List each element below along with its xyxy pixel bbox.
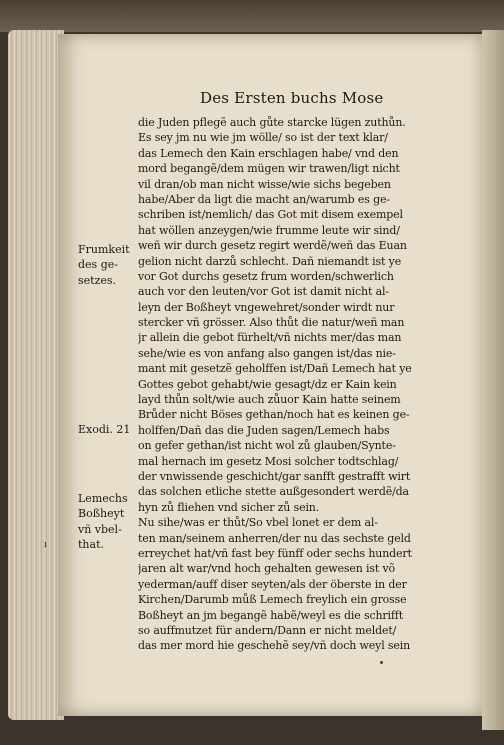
text-line: erreychet hat/vñ fast bey fünff oder sechs hundert	[138, 546, 412, 560]
text-line: sehe/wie es von anfang also gangen ist/das nie-	[138, 346, 396, 360]
text-line: hat wöllen anzeygen/wie frumme leute wir sind/	[138, 223, 400, 237]
paper-speck	[380, 661, 383, 664]
text-line: habe/Aber da ligt die macht an/warumb es ge-	[138, 192, 390, 206]
page-heading: Des Ersten buchs Mose	[200, 89, 384, 107]
margin-note-line: Boßheyt	[78, 507, 125, 521]
text-line: jr allein die gebot fürhelt/vñ nichts mer/das man	[138, 331, 402, 345]
margin-note-line: that.	[78, 538, 104, 552]
text-line: stercker vñ grösser. Also thůt die natur/weñ man	[138, 316, 405, 330]
text-line: das mer mord hie geschehẽ sey/vñ doch weyl sein	[138, 639, 411, 653]
text-line: mal hernach im gesetz Mosi solcher todtschlag/	[138, 454, 399, 468]
margin-note-line: Lemechs	[78, 492, 128, 505]
margin-note-frumkeit	[78, 242, 136, 288]
margin-note-exodi	[78, 422, 136, 437]
text-line: mant mit gesetzẽ geholffen ist/Dañ Lemech hat ye	[138, 362, 412, 376]
text-line: jaren alt war/vnd hoch gehalten gewesen ist võ	[138, 562, 395, 576]
text-line: das solchen etliche stette außgesondert werdẽ/da	[138, 485, 409, 499]
text-line: leyn der Boßheyt vngewehret/sonder wirdt nur	[138, 300, 395, 314]
margin-note-line: des ge-	[78, 258, 118, 272]
gutter-mark: ı	[44, 540, 47, 550]
margin-note-line: Frumkeit	[78, 243, 130, 256]
body-text	[138, 115, 434, 654]
text-line: Kirchen/Darumb můß Lemech freylich ein grosse	[138, 593, 407, 607]
book-cover-top	[0, 0, 504, 32]
text-line: auch vor den leuten/vor Got ist damit nicht al-	[138, 285, 389, 299]
margin-note-line: Exodi. 21	[78, 423, 131, 436]
text-line: Nu sihe/was er thůt/So vbel lonet er dem al-	[138, 516, 378, 530]
text-line: holffen/Dañ das die Juden sagen/Lemech habs	[138, 423, 390, 437]
text-line: hyn zů fliehen vnd sicher zů sein.	[138, 500, 320, 514]
text-line: weñ wir durch gesetz regirt werdẽ/weñ das Euan	[138, 239, 407, 253]
page-edges	[8, 30, 64, 720]
text-line: Brůder nicht Böses gethan/noch hat es keinen ge-	[138, 408, 410, 422]
facing-page-edge	[482, 30, 504, 730]
text-line: ten man/seinem anherren/der nu das sechste geld	[138, 531, 411, 545]
text-line: vor Got durchs gesetz frum worden/schwerlich	[138, 269, 394, 283]
text-line: Es sey jm nu wie jm wölle/ so ist der text klar/	[138, 131, 388, 145]
text-line: mord begangẽ/dem mügen wir trawen/ligt nicht	[138, 162, 400, 176]
margin-note-lemechs	[78, 491, 136, 553]
text-line: vil dran/ob man nicht wisse/wie sichs begeben	[138, 177, 391, 191]
text-line: schriben ist/nemlich/ das Got mit disem exempel	[138, 208, 403, 222]
text-line: das Lemech den Kain erschlagen habe/ vnd den	[138, 146, 399, 160]
text-line: Gottes gebot gehabt/wie gesagt/dz er Kain kein	[138, 377, 397, 391]
text-line: layd thůn solt/wie auch zůuor Kain hatte seinem	[138, 393, 401, 407]
text-line: so auffmutzet für andern/Dann er nicht meldet/	[138, 623, 397, 637]
text-line: die Juden pflegẽ auch gůte starcke lügen zuthůn.	[138, 116, 406, 129]
margin-note-line: vñ vbel-	[78, 522, 122, 536]
text-line: der vnwissende geschicht/gar sanfft gestrafft wirt	[138, 469, 411, 483]
text-line: Boßheyt an jm begangẽ habẽ/weyl es die schrifft	[138, 608, 403, 622]
text-line: yederman/auff diser seyten/als der öberste in der	[138, 577, 407, 591]
margin-note-line: setzes.	[78, 273, 117, 287]
text-line: on gefer gethan/ist nicht wol zů glauben/Synte-	[138, 439, 396, 453]
text-line: gelion nicht darzů schlecht. Dañ niemandt ist ye	[138, 254, 402, 268]
